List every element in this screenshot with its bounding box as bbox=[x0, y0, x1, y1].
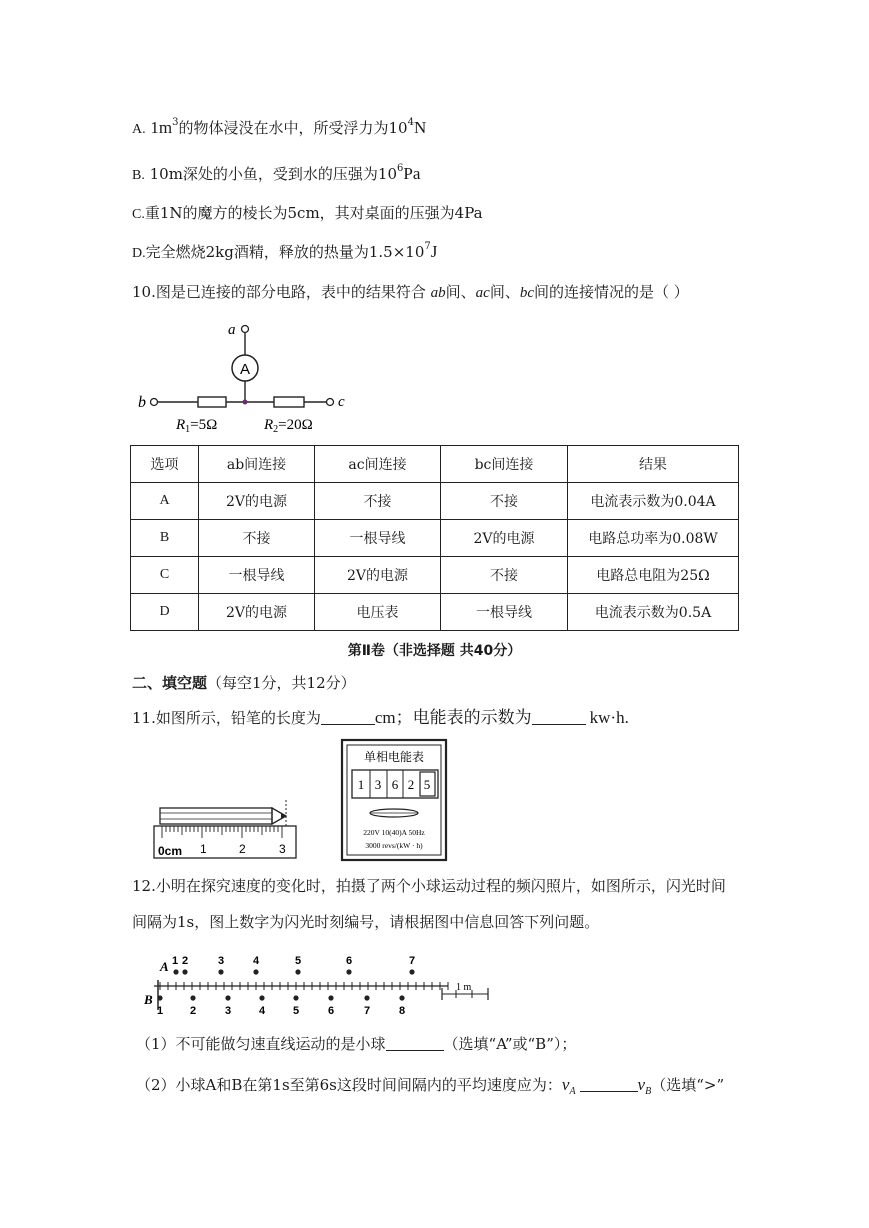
ruler-label: 1 bbox=[200, 842, 207, 856]
electricity-meter bbox=[340, 738, 450, 862]
r1-label: $R_1=5\Omega$ bbox=[176, 417, 218, 435]
table-cell: D bbox=[131, 594, 199, 631]
meter-spec: 3000 revs/(kW · h) bbox=[365, 841, 423, 850]
circuit-diagram bbox=[132, 318, 362, 436]
ball-b-dot bbox=[190, 995, 195, 1000]
stem-text: 间、 bbox=[489, 283, 520, 301]
stem-var: ab bbox=[430, 285, 446, 301]
table-header-cell: bc间连接 bbox=[441, 446, 568, 483]
flash-number: 3 bbox=[218, 955, 225, 967]
table-cell: 一根导线 bbox=[441, 594, 568, 631]
table-cell: 电压表 bbox=[315, 594, 441, 631]
option-prefix: D. bbox=[132, 246, 146, 261]
meter-digit: 5 bbox=[423, 777, 431, 792]
section-title: 第Ⅱ卷（非选择题 共40分） bbox=[347, 643, 522, 659]
option-text: 的物体浸没在水中，所受浮力为10 bbox=[178, 119, 408, 137]
q11-stem bbox=[132, 708, 629, 728]
table-cell: 2V的电源 bbox=[441, 520, 568, 557]
table-cell: 电流表示数为0.5A bbox=[568, 594, 739, 631]
table-cell: 不接 bbox=[441, 557, 568, 594]
pencil-icon bbox=[160, 808, 286, 824]
flash-number: 1 bbox=[157, 1005, 164, 1017]
superscript: 4 bbox=[407, 117, 414, 128]
stem-var: ac bbox=[475, 285, 490, 301]
flash-number: 2 bbox=[190, 1005, 197, 1017]
stem-text: （2）小球A和B在第1s至第6s这段时间间隔内的平均速度应为： bbox=[136, 1076, 562, 1094]
table-row bbox=[131, 594, 739, 631]
table-header-cell: ab间连接 bbox=[199, 446, 315, 483]
velocity-symbol: v bbox=[637, 1075, 646, 1094]
ball-b-dot bbox=[225, 995, 230, 1000]
superscript: 7 bbox=[424, 241, 431, 252]
flash-number: 7 bbox=[409, 955, 416, 967]
stem-var: bc bbox=[519, 285, 535, 301]
terminal-b bbox=[151, 399, 158, 406]
resistor-r1 bbox=[198, 397, 226, 407]
table-header-cell: ac间连接 bbox=[315, 446, 441, 483]
option-text: 重1N的魔方的棱长为5cm，其对桌面的压强为4Pa bbox=[144, 204, 483, 222]
fill-note: （每空1分，共12分） bbox=[207, 674, 356, 692]
q10-stem bbox=[132, 282, 689, 303]
table-row bbox=[131, 520, 739, 557]
ball-a-dot bbox=[295, 969, 300, 974]
strobe-photo-figure bbox=[138, 946, 498, 1018]
ball-a-dot bbox=[218, 969, 223, 974]
flash-number: 4 bbox=[253, 955, 260, 967]
option-prefix: A. bbox=[132, 122, 146, 137]
table-cell: 电路总功率为0.08W bbox=[568, 520, 739, 557]
table-cell: 电流表示数为0.04A bbox=[568, 483, 739, 520]
flash-number: 3 bbox=[225, 1005, 232, 1017]
option-text: 10m深处的小鱼，受到水的压强为10 bbox=[149, 165, 398, 183]
option-text: N bbox=[413, 118, 427, 137]
ammeter-label: A bbox=[239, 361, 251, 378]
flash-number: 1 bbox=[172, 955, 179, 967]
terminal-a bbox=[242, 326, 249, 333]
answer-blank[interactable] bbox=[386, 1036, 444, 1051]
resistor-r2 bbox=[274, 397, 304, 407]
flash-number: 2 bbox=[182, 955, 189, 967]
ball-a-dot bbox=[346, 969, 351, 974]
r2-label: $R_2=20\Omega$ bbox=[264, 417, 313, 435]
ruler-label: 3 bbox=[279, 842, 286, 856]
flash-number: 5 bbox=[295, 955, 302, 967]
terminal-c-label: c bbox=[338, 394, 345, 410]
subscript: B bbox=[645, 1086, 652, 1097]
flash-number: 4 bbox=[259, 1005, 266, 1017]
table-cell: 不接 bbox=[199, 520, 315, 557]
flash-number: 5 bbox=[293, 1005, 300, 1017]
stem-text: （选填“>” bbox=[651, 1076, 725, 1094]
superscript: 6 bbox=[397, 163, 404, 174]
meter-spec: 220V 10(40)A 50Hz bbox=[363, 828, 425, 837]
meter-digit: 6 bbox=[391, 777, 399, 792]
ball-a-label: A bbox=[160, 959, 169, 974]
table-cell: 不接 bbox=[315, 483, 441, 520]
ball-b-dot bbox=[259, 995, 264, 1000]
option-text: 1m bbox=[150, 118, 173, 137]
table-cell: 一根导线 bbox=[199, 557, 315, 594]
ball-b-dot bbox=[399, 995, 404, 1000]
flash-number: 8 bbox=[399, 1005, 406, 1017]
ruler-ticks bbox=[162, 826, 282, 838]
stem-text: （选填“A”或“B”）； bbox=[443, 1035, 577, 1053]
q9-option-a bbox=[132, 118, 426, 140]
meter-digit: 1 bbox=[357, 777, 365, 792]
q9-option-d bbox=[132, 242, 437, 264]
table-cell: 一根导线 bbox=[315, 520, 441, 557]
ball-a-dot bbox=[409, 969, 414, 974]
answer-blank[interactable] bbox=[532, 710, 586, 725]
flash-number: 6 bbox=[346, 955, 353, 967]
table-cell: 不接 bbox=[441, 483, 568, 520]
q12-sub1 bbox=[136, 1034, 576, 1054]
table-cell: 2V的电源 bbox=[199, 483, 315, 520]
table-header-cell: 结果 bbox=[568, 446, 739, 483]
q12-line2: 间隔为1s，图上数字为闪光时刻编号，请根据图中信息回答下列问题。 bbox=[132, 913, 600, 931]
flash-number: 6 bbox=[328, 1005, 335, 1017]
ball-b-dot bbox=[364, 995, 369, 1000]
ball-b-dot bbox=[328, 995, 333, 1000]
stem-text: 11.如图所示，铅笔的长度为 bbox=[132, 709, 321, 727]
fill-heading bbox=[132, 673, 356, 693]
stem-text: （1）不可能做匀速直线运动的是小球 bbox=[136, 1035, 386, 1053]
answer-blank[interactable] bbox=[580, 1077, 638, 1092]
junction-dot bbox=[243, 400, 248, 405]
terminal-c bbox=[327, 399, 334, 406]
stem-text: kw·h. bbox=[589, 708, 629, 727]
stem-text: 10.图是已连接的部分电路，表中的结果符合 bbox=[132, 283, 426, 301]
ruler-label: 2 bbox=[239, 842, 246, 856]
pencil-ruler-figure bbox=[152, 798, 302, 860]
table-cell: B bbox=[131, 520, 199, 557]
scale-label: 1 m bbox=[456, 982, 472, 993]
ball-b-row bbox=[157, 995, 405, 1017]
table-cell: 2V的电源 bbox=[199, 594, 315, 631]
ball-b-dot bbox=[157, 995, 162, 1000]
terminal-a-label: a bbox=[228, 322, 236, 338]
q12-sub2 bbox=[136, 1075, 724, 1095]
terminal-b-label: b bbox=[138, 394, 146, 411]
q10-table bbox=[130, 445, 739, 631]
stem-text: 间、 bbox=[445, 283, 476, 301]
ruler-label: 0cm bbox=[158, 844, 183, 858]
q12-line1: 12.小明在探究速度的变化时，拍摄了两个小球运动过程的频闪照片，如图所示，闪光时间 bbox=[132, 877, 726, 895]
fill-title: 二、填空题 bbox=[132, 674, 208, 692]
ball-a-row bbox=[172, 955, 415, 975]
ball-a-dot bbox=[173, 969, 178, 974]
ball-a-dot bbox=[253, 969, 258, 974]
velocity-symbol: v bbox=[561, 1075, 570, 1094]
meter-title: 单相电能表 bbox=[363, 750, 425, 764]
option-text: J bbox=[430, 242, 438, 261]
subscript: A bbox=[569, 1086, 576, 1097]
superscript: 3 bbox=[172, 117, 179, 128]
stem-text: cm；电能表的示数为 bbox=[374, 708, 532, 727]
q9-option-c bbox=[132, 203, 483, 225]
flash-number: 7 bbox=[364, 1005, 371, 1017]
table-header-row bbox=[131, 446, 739, 483]
option-text: Pa bbox=[403, 164, 421, 183]
meter-digit: 2 bbox=[407, 777, 415, 792]
table-cell: A bbox=[131, 483, 199, 520]
table-row bbox=[131, 557, 739, 594]
option-prefix: B. bbox=[132, 168, 145, 183]
scale-bar bbox=[442, 982, 488, 1000]
option-text: 完全燃烧2kg酒精，释放的热量为1.5×10 bbox=[145, 243, 425, 261]
ball-a-dot bbox=[182, 969, 187, 974]
ball-b-label: B bbox=[144, 992, 153, 1007]
table-cell: 2V的电源 bbox=[315, 557, 441, 594]
ball-b-dot bbox=[293, 995, 298, 1000]
option-prefix: C. bbox=[132, 207, 145, 222]
table-row bbox=[131, 483, 739, 520]
table-cell: C bbox=[131, 557, 199, 594]
answer-blank[interactable] bbox=[321, 710, 375, 725]
table-header-cell: 选项 bbox=[131, 446, 199, 483]
table-cell: 电路总电阻为25Ω bbox=[568, 557, 739, 594]
meter-digit: 3 bbox=[374, 777, 382, 792]
q9-option-b bbox=[132, 164, 420, 186]
stem-text: 间的连接情况的是（ ） bbox=[534, 283, 689, 301]
